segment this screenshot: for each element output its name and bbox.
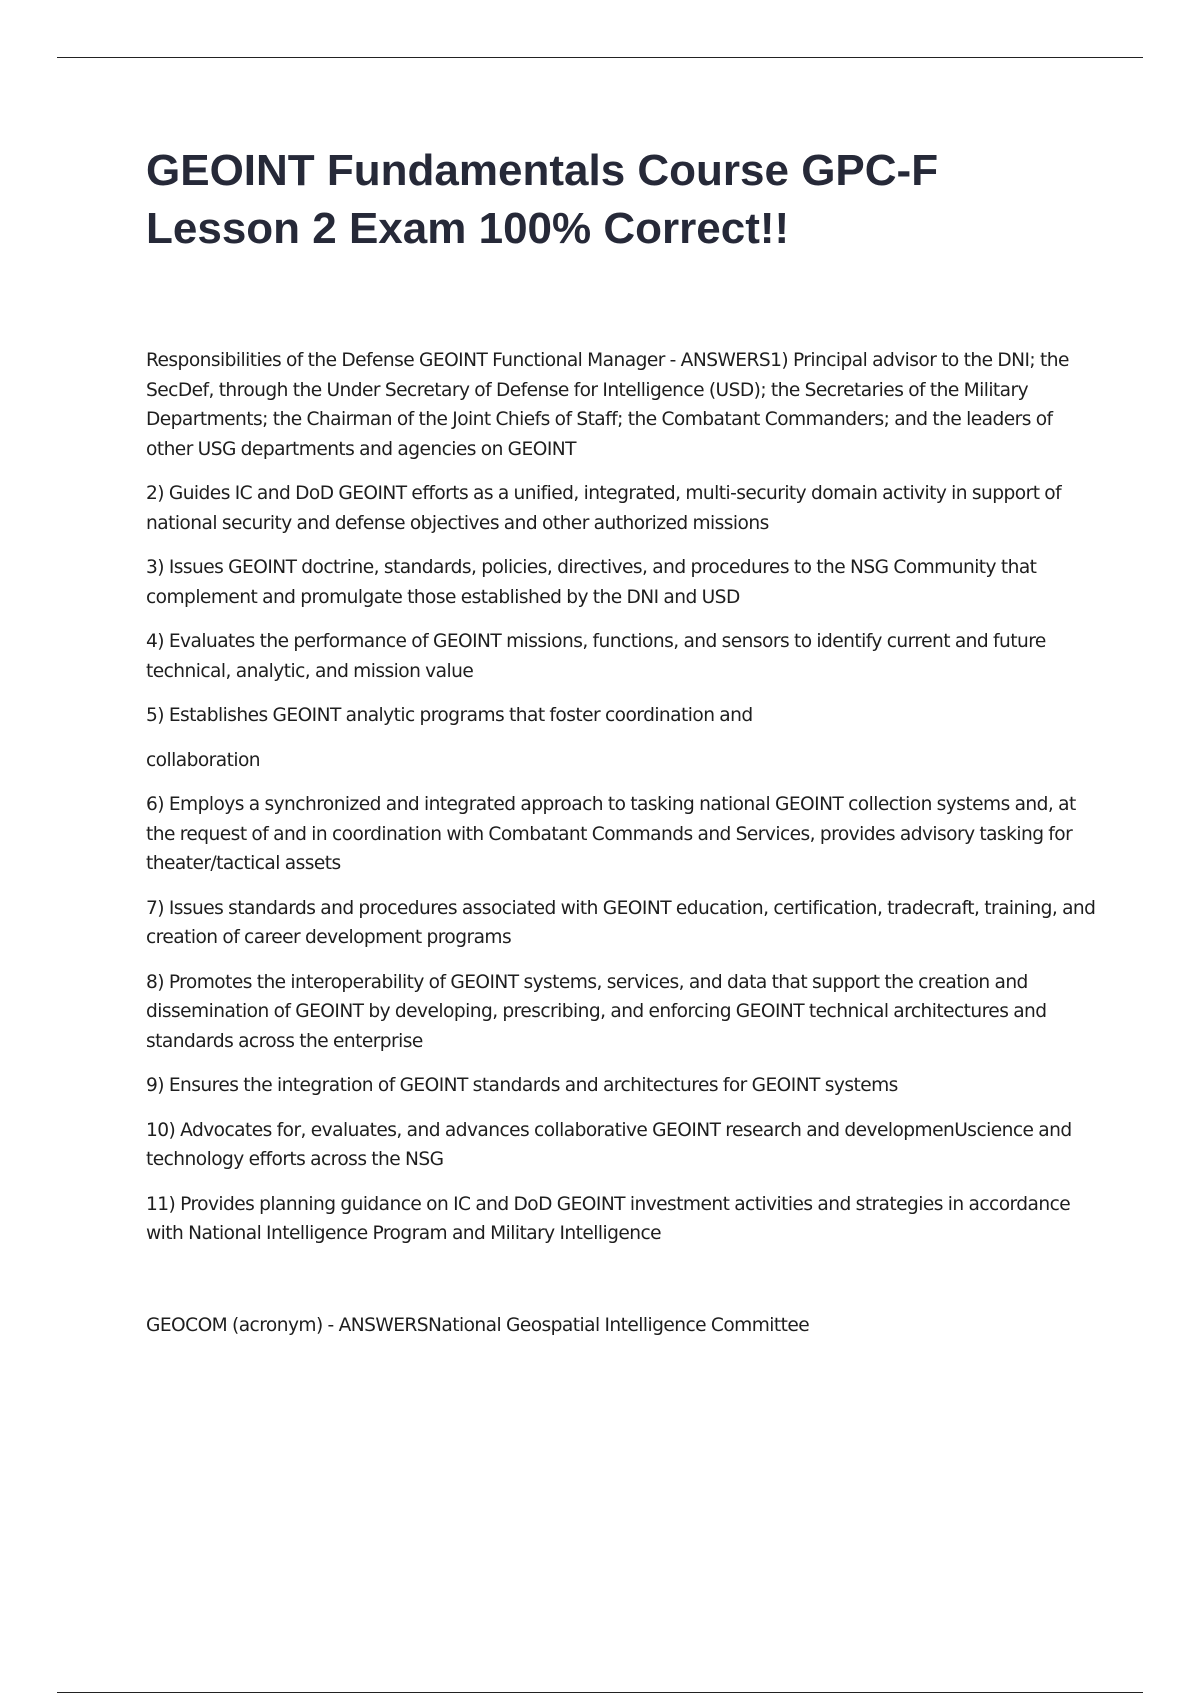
title-line-1: GEOINT Fundamentals Course GPC-F	[146, 146, 939, 195]
paragraph-geocom: GEOCOM (acronym) - ANSWERSNational Geospatial Intelligence Committee	[146, 1314, 810, 1336]
paragraph-item-4: 4) Evaluates the performance of GEOINT missions, functions, and sensors to identify current and future technical, analytic, and mission value	[146, 631, 1046, 682]
paragraph-item-6: 6) Employs a synchronized and integrated approach to tasking national GEOINT collection systems and, at the request of and in coordination with Combatant Commands and Services, provides advisory tasking for theater/tactical assets	[146, 794, 1076, 874]
bottom-rule	[57, 1692, 1143, 1693]
paragraph-item-3: 3) Issues GEOINT doctrine, standards, policies, directives, and procedures to the NSG Community that complement and promulgate those established by the DNI and USD	[146, 557, 1037, 608]
paragraph-item-10: 10) Advocates for, evaluates, and advances collaborative GEOINT research and developmenUscience and technology efforts across the NSG	[146, 1119, 1072, 1170]
paragraph-item-5: 5) Establishes GEOINT analytic programs that foster coordination and	[146, 705, 753, 726]
paragraph-item-2: 2) Guides IC and DoD GEOINT efforts as a unified, integrated, multi-security domain activity in support of national security and defense objectives and other authorized missions	[146, 483, 1062, 534]
paragraph-item-7: 7) Issues standards and procedures associated with GEOINT education, certification, tradecraft, training, and creation of career development programs	[146, 897, 1096, 948]
page-title	[146, 142, 1106, 258]
paragraph-item-11: 11) Provides planning guidance on IC and DoD GEOINT investment activities and strategies in accordance with National Intelligence Program and Military Intelligence	[146, 1193, 1071, 1244]
top-rule	[57, 57, 1143, 58]
paragraph-item-9: 9) Ensures the integration of GEOINT standards and architectures for GEOINT systems	[146, 1075, 898, 1096]
document-body	[146, 346, 1096, 1355]
paragraph-item-5-continued: collaboration	[146, 749, 261, 771]
paragraph-item-8: 8) Promotes the interoperability of GEOINT systems, services, and data that support the creation and dissemination of GEOINT by developing, prescribing, and enforcing GEOINT technical architectures and standards across the enterprise	[146, 971, 1047, 1052]
paragraph-responsibilities: Responsibilities of the Defense GEOINT Functional Manager - ANSWERS1) Principal advisor to the DNI; the SecDef, through the Under Secretary of Defense for Intelligence (USD); the Secretaries of the Military Departments; the Chairman of the Joint Chiefs of Staff; the Combatant Commanders; and the leaders of other USG departments and agencies on GEOINT	[146, 350, 1069, 460]
title-line-2: Lesson 2 Exam 100% Correct!!	[146, 204, 790, 253]
